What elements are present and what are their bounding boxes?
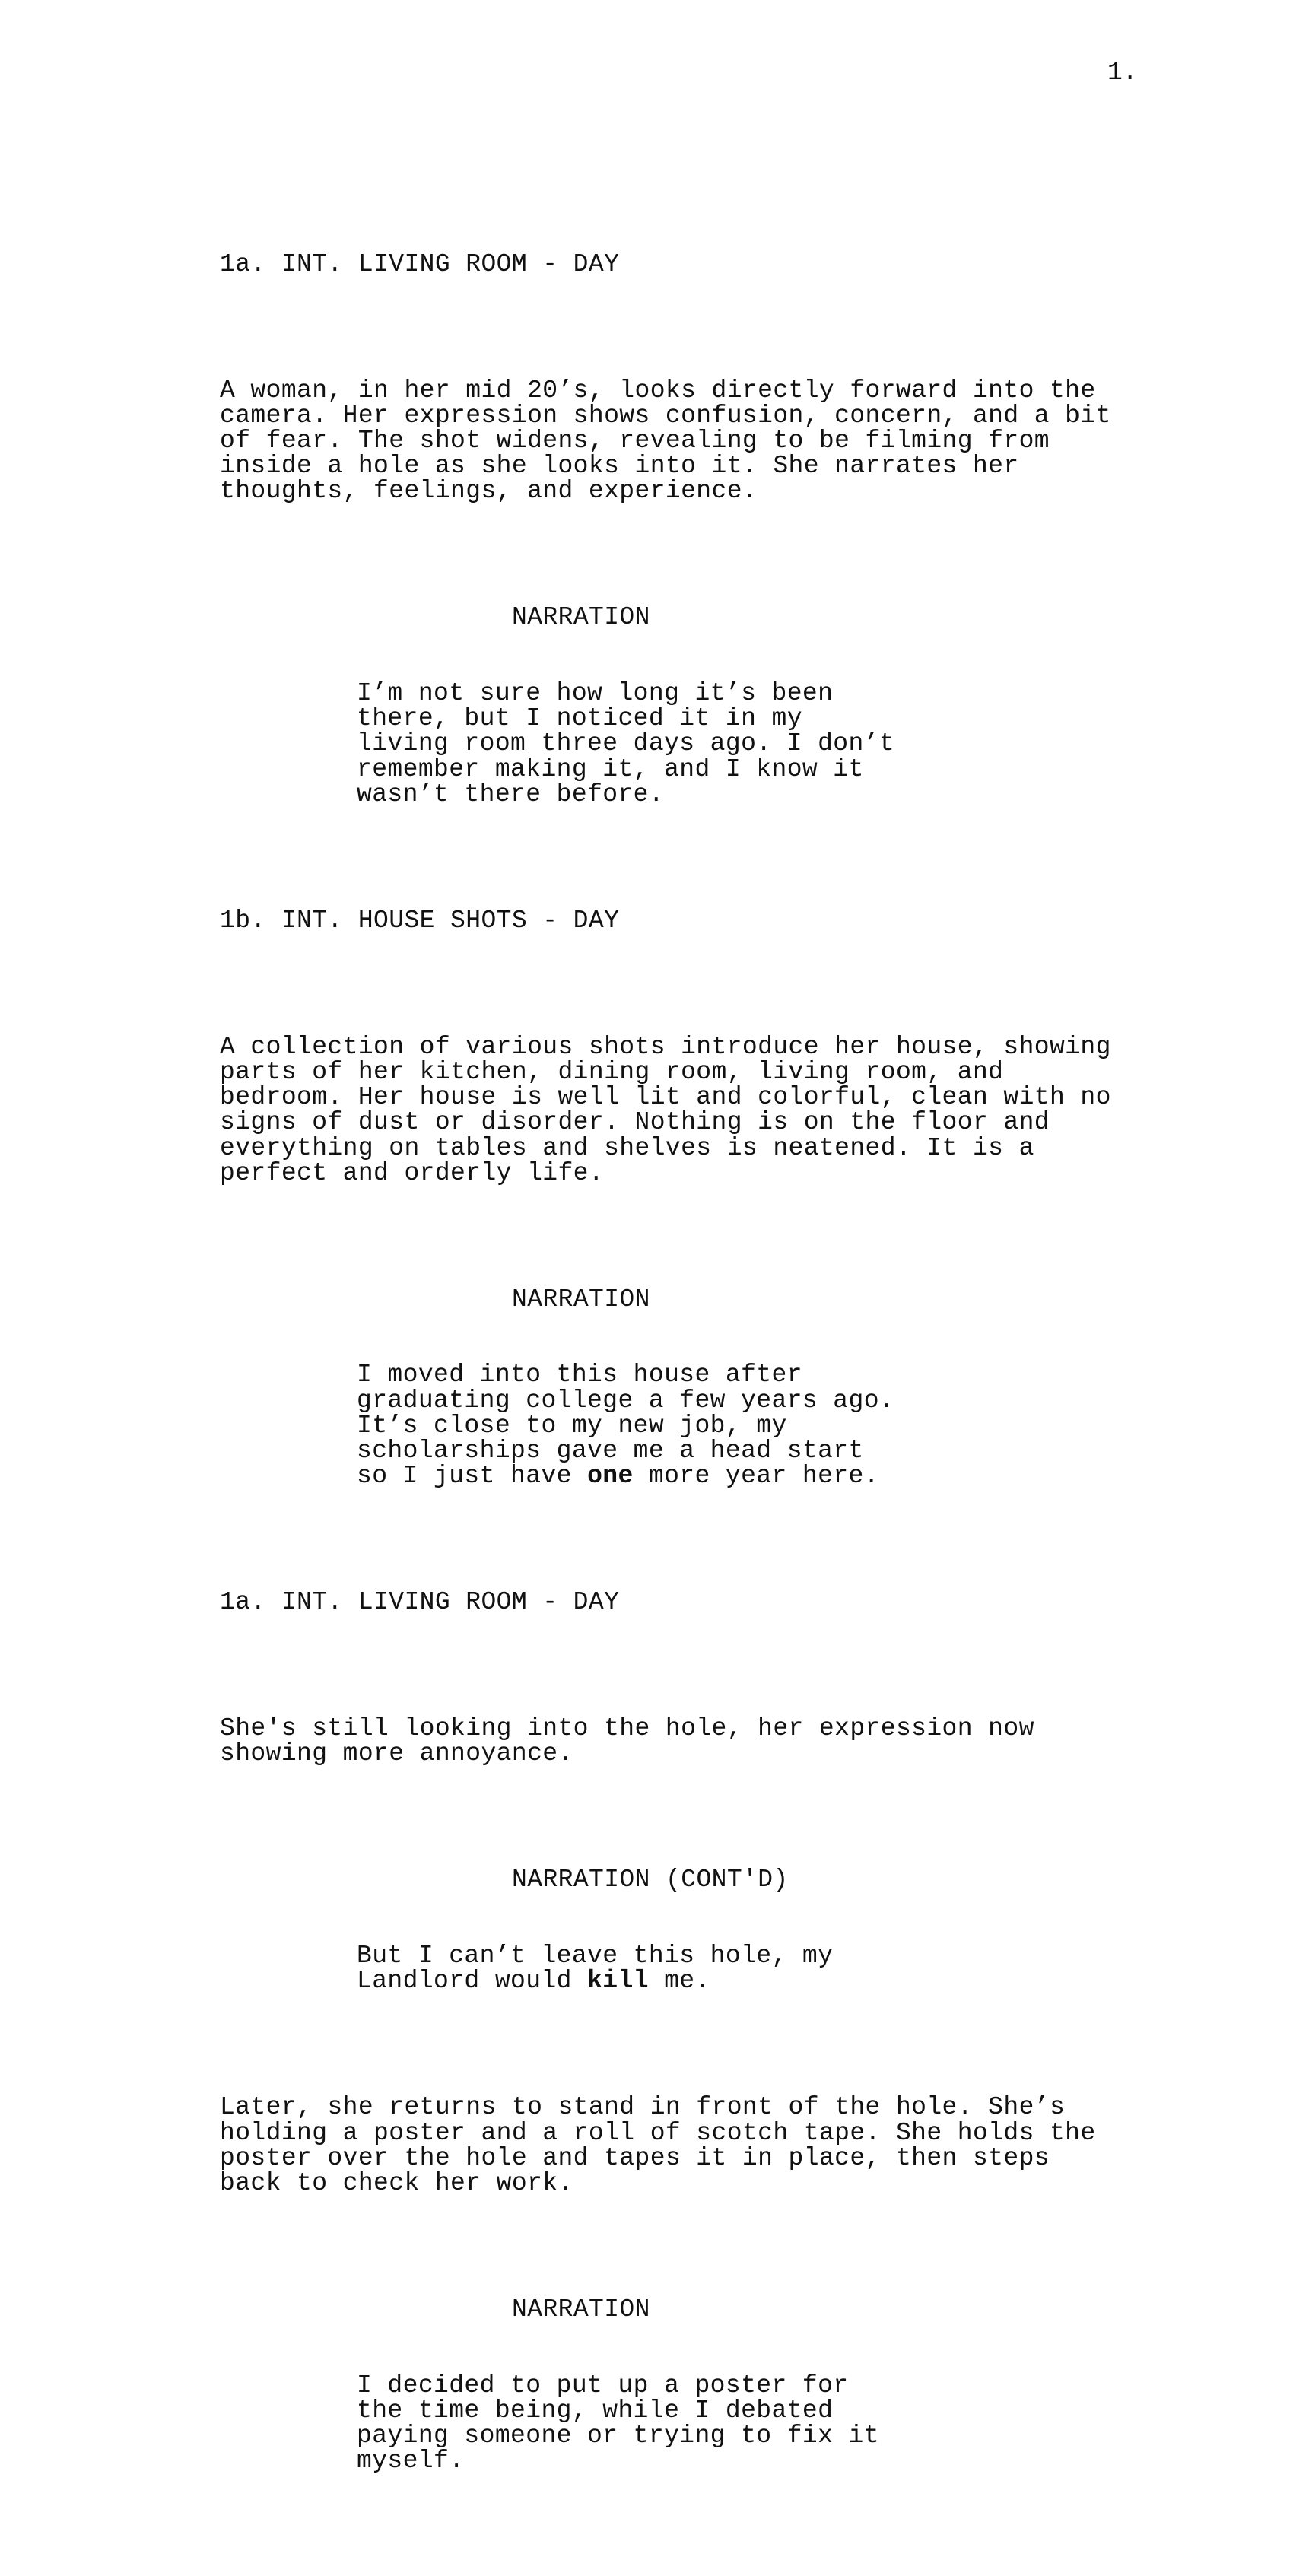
- action-paragraph: She's still looking into the hole, her expression now showing more annoyance.: [220, 1714, 1034, 1768]
- character-name: NARRATION: [512, 603, 650, 632]
- dialogue: I’m not sure how long it’s been there, but I noticed it in my living room three days ago. I don’t remember making it, and I know it wasn’t there before.: [357, 679, 895, 808]
- character-name: NARRATION (CONT'D): [512, 1866, 789, 1895]
- dialogue: [220, 1361, 1163, 1491]
- action-paragraph: A collection of various shots introduce her house, showing parts of her kitchen, dining room, living room, and bedroom. Her house is well lit and colorful, clean with no signs of dust or disorder. Nothing is on the floor and everything on tables and shelves is neatened. It is a perfect and orderly life.: [220, 1032, 1111, 1187]
- action-paragraph: A woman, in her mid 20’s, looks directly forward into the camera. Her expression shows confusion, concern, and a bit of fear. The shot widens, revealing to be filming from inside a hole as she looks into it. She narrates her thoughts, feelings, and experience.: [220, 376, 1111, 506]
- dialogue-text: so I just have: [357, 1462, 588, 1491]
- dialogue-text: more year here.: [633, 1462, 879, 1491]
- scene-heading: 1a. INT. LIVING ROOM - DAY: [220, 249, 620, 278]
- dialogue: I decided to put up a poster for the time being, while I debated paying someone or trying to fix it myself.: [357, 2371, 879, 2476]
- emphasized-word: kill: [587, 1967, 649, 1996]
- dialogue: [220, 1942, 1163, 1996]
- scene-heading: 1b. INT. HOUSE SHOTS - DAY: [220, 906, 620, 935]
- dialogue-lines: But I can’t leave this hole, my: [357, 1942, 834, 1971]
- character-name: NARRATION: [512, 1285, 650, 1313]
- character-name: NARRATION: [512, 2295, 650, 2323]
- dialogue-lines: I moved into this house after graduating college a few years ago. It’s close to my new job, my scholarships gave me a head start: [357, 1361, 895, 1466]
- script-body: [220, 176, 1163, 2574]
- dialogue-text: me.: [648, 1967, 710, 1996]
- action-paragraph: Later, she returns to stand in front of the hole. She’s holding a poster and a roll of scotch tape. She holds the poster over the hole and tapes it in place, then steps back to check her work.: [220, 2093, 1096, 2197]
- emphasized-word: one: [587, 1462, 634, 1491]
- page-number: 1.: [1107, 59, 1138, 87]
- dialogue-text: Landlord would: [357, 1967, 588, 1996]
- scene-heading: 1a. INT. LIVING ROOM - DAY: [220, 1588, 620, 1617]
